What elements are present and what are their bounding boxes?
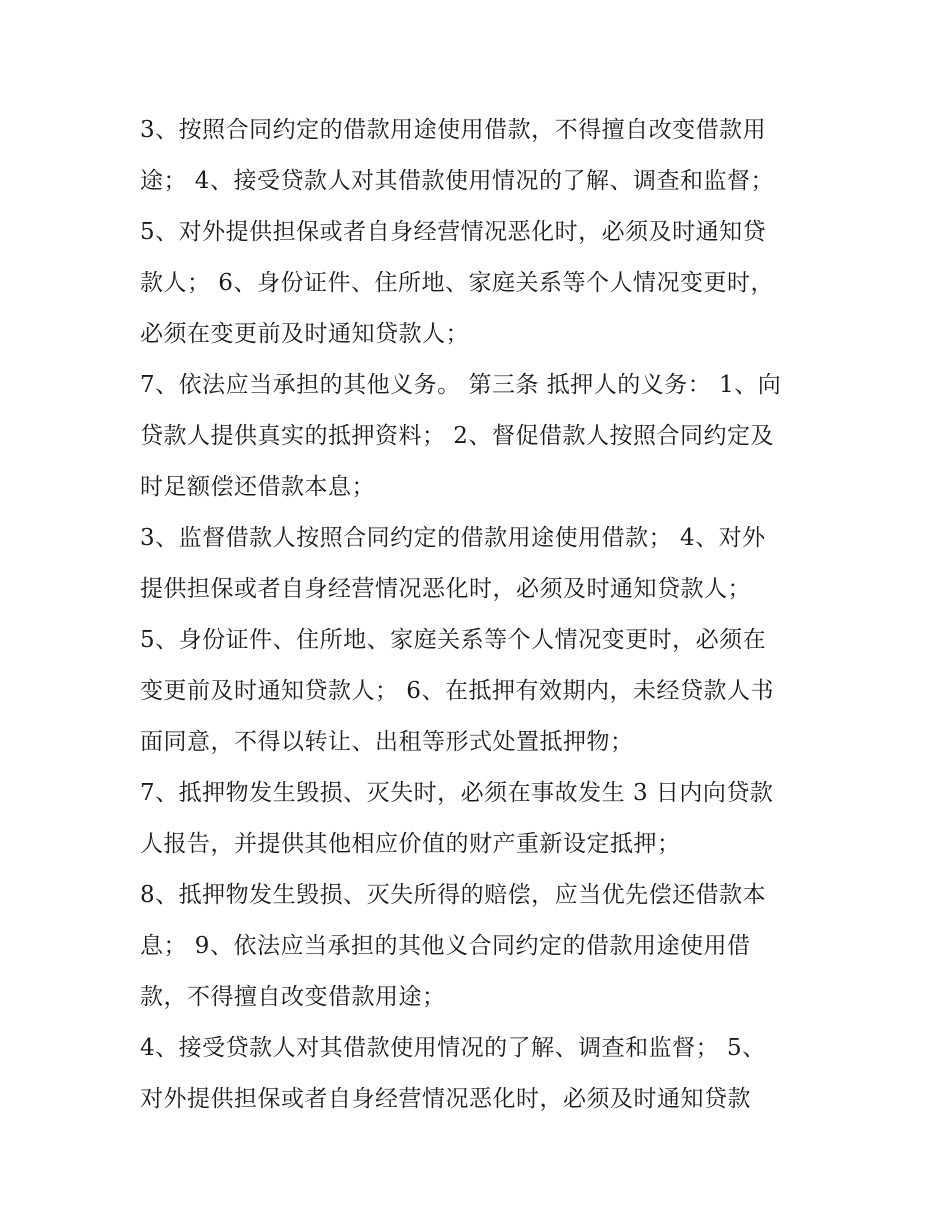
text-line: 7、依法应当承担的其他义务。 第三条 抵押人的义务： 1、向: [140, 372, 782, 398]
text-line: 4、接受贷款人对其借款使用情况的了解、调查和监督； 5、: [140, 1035, 766, 1061]
text-line: 面同意，不得以转让、出租等形式处置抵押物；: [140, 729, 634, 755]
text-line: 3、监督借款人按照合同约定的借款用途使用借款； 4、对外: [140, 525, 766, 551]
text-line: 5、对外提供担保或者自身经营情况恶化时，必须及时通知贷: [140, 219, 767, 245]
text-line: 款，不得擅自改变借款用途；: [140, 984, 446, 1010]
text-line: 人报告，并提供其他相应价值的财产重新设定抵押；: [140, 831, 681, 857]
text-line: 8、抵押物发生毁损、灭失所得的赔偿，应当优先偿还借款本: [140, 882, 767, 908]
text-line: 款人； 6、身份证件、住所地、家庭关系等个人情况变更时，: [140, 270, 774, 296]
text-line: 提供担保或者自身经营情况恶化时，必须及时通知贷款人；: [140, 576, 751, 602]
text-line: 3、按照合同约定的借款用途使用借款，不得擅自改变借款用: [140, 117, 767, 143]
text-line: 时足额偿还借款本息；: [140, 474, 375, 500]
text-line: 必须在变更前及时通知贷款人；: [140, 321, 469, 347]
text-line: 对外提供担保或者自身经营情况恶化时，必须及时通知贷款: [140, 1086, 751, 1112]
text-line: 途； 4、接受贷款人对其借款使用情况的了解、调查和监督；: [140, 168, 774, 194]
document-body: [140, 105, 810, 1125]
text-line: 变更前及时通知贷款人； 6、在抵押有效期内，未经贷款人书: [140, 678, 774, 704]
text-line: 贷款人提供真实的抵押资料； 2、督促借款人按照合同约定及: [140, 423, 774, 449]
text-line: 7、抵押物发生毁损、灭失时，必须在事故发生 3 日内向贷款: [140, 780, 774, 806]
text-line: 息； 9、依法应当承担的其他义合同约定的借款用途使用借: [140, 933, 751, 959]
text-line: 5、身份证件、住所地、家庭关系等个人情况变更时，必须在: [140, 627, 767, 653]
